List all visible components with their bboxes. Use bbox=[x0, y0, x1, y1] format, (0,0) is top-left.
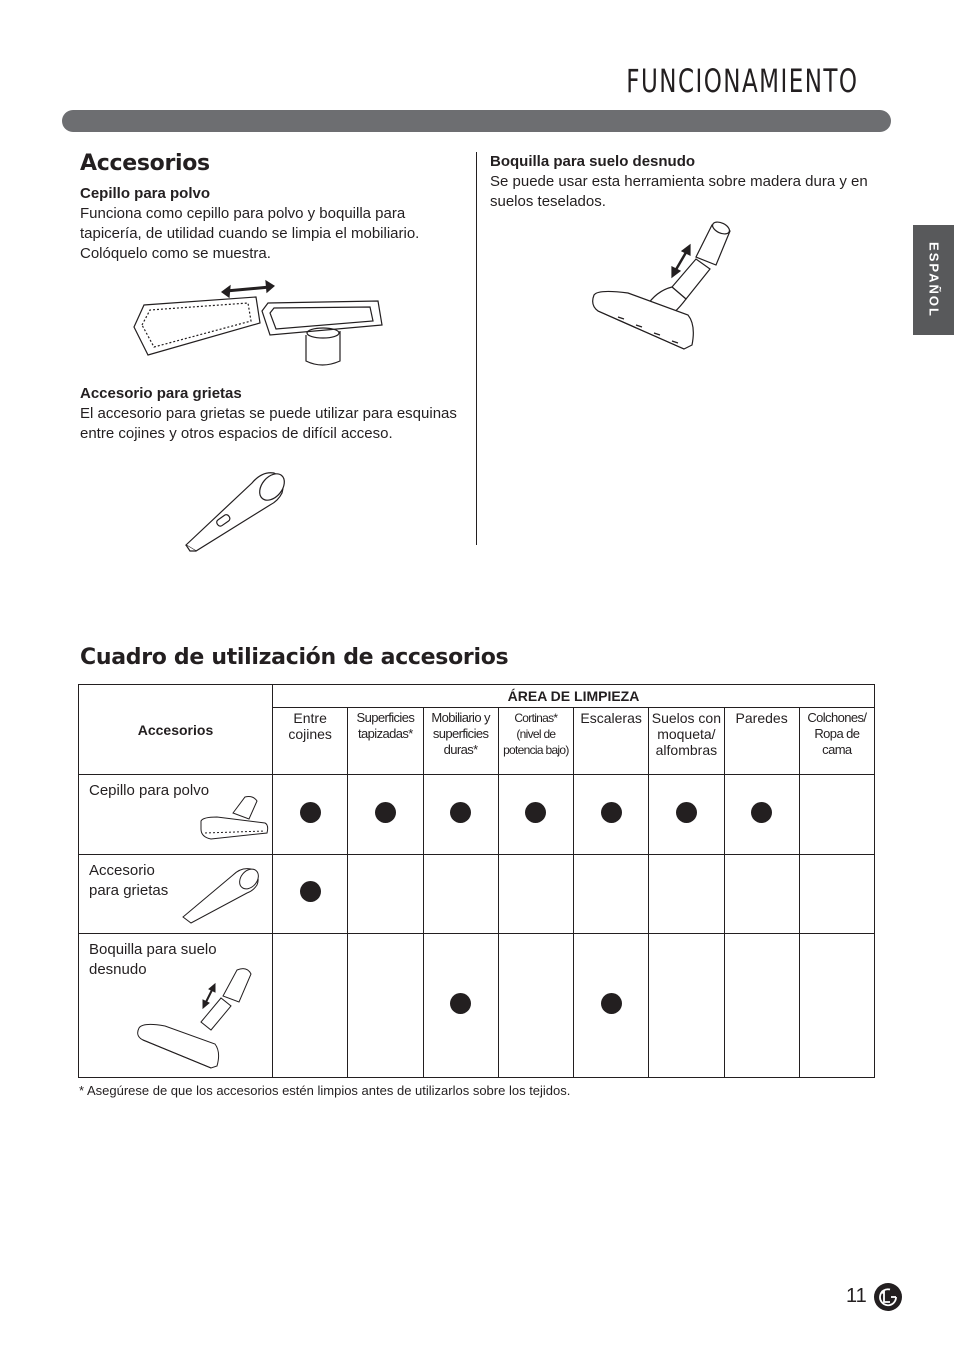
language-tab-label: ESPAÑOL bbox=[926, 242, 941, 318]
usage-dot bbox=[601, 802, 622, 823]
bare-floor-title: Boquilla para suelo desnudo bbox=[490, 153, 696, 170]
usage-dot bbox=[300, 802, 321, 823]
crevice-tool-body: El accesorio para grietas se puede utilizar para esquinas entre cojines y otros espacios de difícil acceso. bbox=[80, 405, 457, 442]
usage-dot bbox=[450, 993, 471, 1014]
usage-cell bbox=[273, 775, 348, 855]
usage-cell bbox=[348, 775, 423, 855]
usage-dot bbox=[751, 802, 772, 823]
column-header: Mobiliario y superficies duras* bbox=[423, 708, 498, 775]
crevice-tool-thumbnail bbox=[179, 863, 263, 927]
cleaning-area-header: ÁREA DE LIMPIEZA bbox=[273, 685, 875, 708]
usage-dot bbox=[676, 802, 697, 823]
dust-brush-section bbox=[80, 184, 465, 264]
table-row bbox=[79, 855, 875, 934]
row-label: Accesorio para grietas bbox=[79, 855, 273, 934]
usage-cell bbox=[498, 775, 573, 855]
column-header: Paredes bbox=[724, 708, 799, 775]
dust-brush-title: Cepillo para polvo bbox=[80, 185, 211, 202]
usage-cell bbox=[649, 934, 724, 1078]
usage-dot bbox=[375, 802, 396, 823]
column-header: Colchones/ Ropa de cama bbox=[799, 708, 874, 775]
dust-brush-illustration bbox=[130, 275, 390, 375]
usage-cell bbox=[724, 775, 799, 855]
usage-cell bbox=[799, 775, 874, 855]
usage-cell bbox=[649, 855, 724, 934]
footnote: * Asegúrese de que los accesorios estén limpios antes de utilizarlos sobre los tejidos. bbox=[79, 1083, 571, 1098]
usage-dot bbox=[450, 802, 471, 823]
lg-logo bbox=[873, 1282, 903, 1312]
usage-cell bbox=[574, 855, 649, 934]
usage-dot bbox=[525, 802, 546, 823]
column-header: Cortinas* (nivel de potencia bajo) bbox=[498, 708, 573, 775]
usage-dot bbox=[601, 993, 622, 1014]
crevice-tool-title: Accesorio para grietas bbox=[80, 385, 242, 402]
column-divider bbox=[476, 152, 477, 545]
column-header: Superficies tapizadas* bbox=[348, 708, 423, 775]
accessories-heading: Accesorios bbox=[80, 151, 210, 176]
usage-cell bbox=[799, 934, 874, 1078]
usage-cell bbox=[423, 855, 498, 934]
page-title: FUNCIONAMIENTO bbox=[625, 62, 858, 100]
column-header: Suelos con moqueta/ alfombras bbox=[649, 708, 724, 775]
usage-cell bbox=[498, 934, 573, 1078]
usage-cell bbox=[574, 775, 649, 855]
bare-floor-body: Se puede usar esta herramienta sobre madera dura y en suelos teselados. bbox=[490, 173, 868, 210]
header-bar bbox=[62, 110, 891, 132]
page-number: 11 bbox=[846, 1285, 867, 1307]
usage-cell bbox=[273, 934, 348, 1078]
bare-floor-section bbox=[490, 152, 885, 212]
dust-brush-thumbnail bbox=[197, 793, 271, 845]
crevice-tool-illustration bbox=[182, 465, 292, 557]
usage-cell bbox=[799, 855, 874, 934]
usage-cell bbox=[724, 855, 799, 934]
usage-dot bbox=[300, 881, 321, 902]
usage-chart-heading: Cuadro de utilización de accesorios bbox=[80, 645, 509, 670]
usage-cell bbox=[348, 855, 423, 934]
row-label: Boquilla para suelo desnudo bbox=[79, 934, 273, 1078]
usage-cell bbox=[273, 855, 348, 934]
accessories-column-header: Accesorios bbox=[79, 685, 273, 775]
usage-cell bbox=[649, 775, 724, 855]
usage-cell bbox=[423, 934, 498, 1078]
usage-cell bbox=[423, 775, 498, 855]
usage-cell bbox=[724, 934, 799, 1078]
row-label: Cepillo para polvo bbox=[79, 775, 273, 855]
usage-cell bbox=[574, 934, 649, 1078]
language-tab bbox=[913, 225, 954, 335]
bare-floor-nozzle-thumbnail bbox=[135, 964, 261, 1074]
usage-cell bbox=[498, 855, 573, 934]
bare-floor-nozzle-illustration bbox=[588, 215, 748, 355]
table-row bbox=[79, 934, 875, 1078]
usage-cell bbox=[348, 934, 423, 1078]
column-header: Entre cojines bbox=[273, 708, 348, 775]
column-header: Escaleras bbox=[574, 708, 649, 775]
usage-table bbox=[78, 684, 875, 1078]
crevice-tool-section bbox=[80, 384, 465, 444]
dust-brush-body: Funciona como cepillo para polvo y boquilla para tapicería, de utilidad cuando se limpia el mobiliario. Colóquelo como se muestra. bbox=[80, 205, 420, 262]
table-row bbox=[79, 775, 875, 855]
